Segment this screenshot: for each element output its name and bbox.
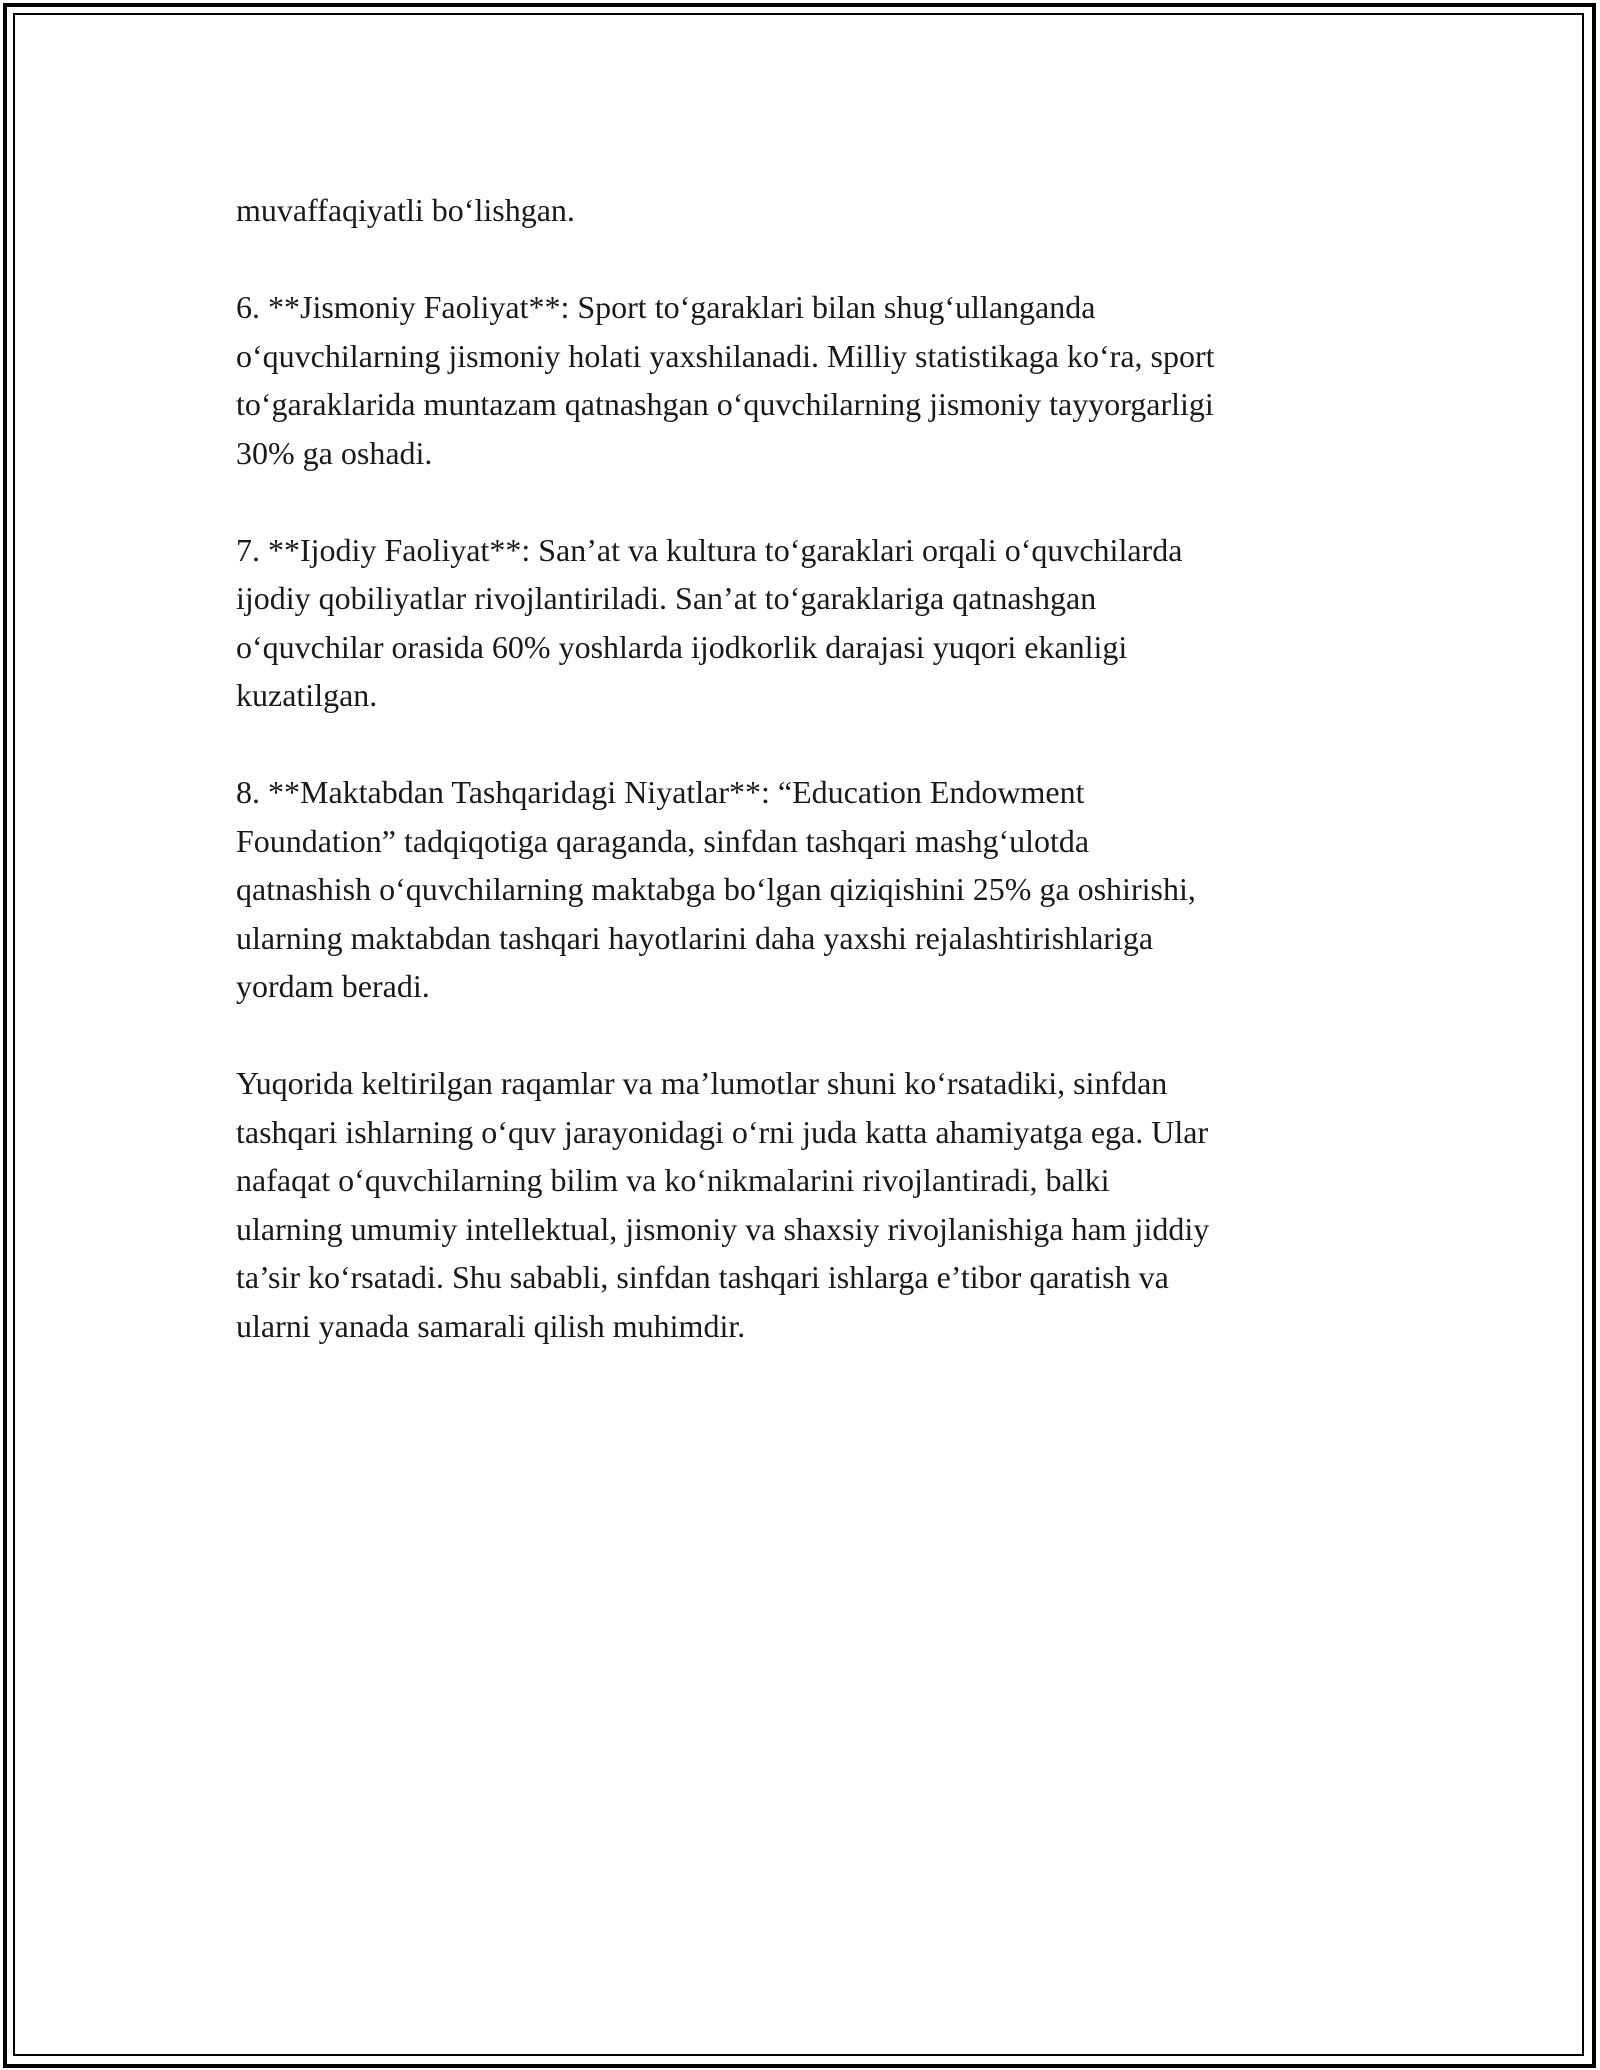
paragraph-continuation: muvaffaqiyatli bo‘lishgan. bbox=[236, 192, 575, 228]
paragraph-maktabdan-tashqaridagi-niyatlar: 8. **Maktabdan Tashqaridagi Niyatlar**: “Education Endowment Foundation” tadqiqotiga qaraganda, sinfdan tashqari mashg‘ulotda qatnashish o‘quvchilarning maktabga bo‘lgan qiziqishini 25% ga oshirishi, ularning maktabdan tashqari hayotlarini daha yaxshi rejalashtirishlariga yordam beradi. bbox=[236, 774, 1196, 1004]
paragraph-jismoniy-faoliyat: 6. **Jismoniy Faoliyat**: Sport to‘garaklari bilan shug‘ullanganda o‘quvchilarning jismoniy holati yaxshilanadi. Milliy statistikaga ko‘ra, sport to‘garaklarida muntazam qatnashgan o‘quvchilarning jismoniy tayyorgarligi 30% ga oshadi. bbox=[236, 289, 1215, 471]
paragraph-ijodiy-faoliyat: 7. **Ijodiy Faoliyat**: San’at va kultura to‘garaklari orqali o‘quvchilarda ijodiy qobiliyatlar rivojlantiriladi. San’at to‘garaklariga qatnashgan o‘quvchilar orasida 60% yoshlarda ijodkorlik darajasi yuqori ekanligi kuzatilgan. bbox=[236, 531, 1183, 713]
page-content bbox=[236, 186, 1366, 1350]
paragraph-conclusion: Yuqorida keltirilgan raqamlar va ma’lumotlar shuni ko‘rsatadiki, sinfdan tashqari ishlarning o‘quv jarayonidagi o‘rni juda katta ahamiyatga ega. Ular nafaqat o‘quvchilarning bilim va ko‘nikmalarini rivojlantiradi, balki ularning umumiy intellektual, jismoniy va shaxsiy rivojlanishiga ham jiddiy ta’sir ko‘rsatadi. Shu sababli, sinfdan tashqari ishlarga e’tibor qaratish va ularni yanada samarali qilish muhimdir. bbox=[236, 1065, 1210, 1344]
